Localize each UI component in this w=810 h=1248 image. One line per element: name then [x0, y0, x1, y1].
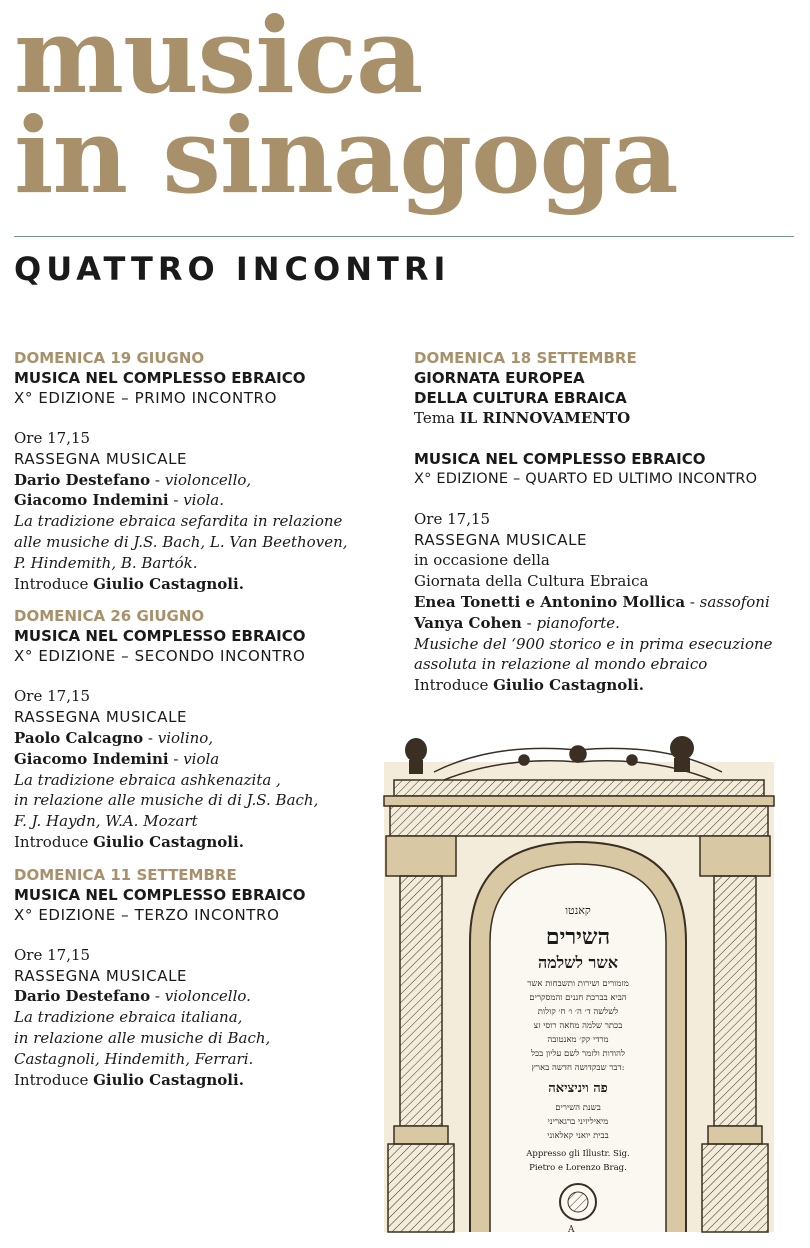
- event-rassegna: RASSEGNA MUSICALE: [14, 966, 188, 985]
- event-heading: MUSICA NEL COMPLESSO EBRAICO: [414, 449, 706, 468]
- printer-seal-icon: [560, 1184, 596, 1220]
- performer-line: Dario Destefano - violoncello.: [14, 987, 251, 1006]
- subtitle: QUATTRO INCONTRI: [14, 250, 451, 288]
- event-edition: X° EDIZIONE – QUARTO ED ULTIMO INCONTRO: [414, 470, 758, 487]
- event-intro: Introduce Giulio Castagnoli.: [14, 1070, 244, 1089]
- performer-line: Enea Tonetti e Antonino Mollica - sassofoni: [414, 592, 770, 611]
- arch-body-line: להודות ולזמר לשם עליון בכל: [531, 1049, 625, 1059]
- arch-print-line: מיאיליזיני ברגאריני: [547, 1117, 609, 1127]
- event-description: P. Hindemith, B. Bartók.: [14, 553, 198, 572]
- arch-city: פה ויניציאה: [548, 1081, 608, 1096]
- event-time: Ore 17,15: [14, 945, 91, 964]
- event-occasion: Giornata della Cultura Ebraica: [414, 572, 649, 591]
- frieze: [390, 806, 768, 836]
- arch-body-line: דבר שבקדושה חדשה בארץ:: [531, 1063, 625, 1073]
- event-rassegna: RASSEGNA MUSICALE: [14, 449, 188, 468]
- performer-line: Vanya Cohen - pianoforte.: [414, 613, 620, 632]
- event-time: Ore 17,15: [14, 429, 91, 447]
- arch-title-1: השירים: [545, 924, 611, 950]
- arch-latin-line: Pietro e Lorenzo Brag.: [529, 1163, 627, 1173]
- arch-title-2: אשר לשלמה: [537, 953, 619, 972]
- event-occasion: in occasione della: [414, 551, 550, 570]
- arch-body-line: לשלשה ד׳ ה׳ ו׳ ח׳ קולות: [537, 1007, 619, 1017]
- event-description: F. J. Haydn, W.A. Mozart: [14, 812, 198, 831]
- corner-mark: A: [568, 1225, 575, 1235]
- arch-opening: [490, 864, 666, 1232]
- event-description: Musiche del ‘900 storico e in prima esecuzione: [414, 634, 773, 653]
- performer-line: Giacomo Indemini - viola: [14, 749, 220, 768]
- event-description: in relazione alle musiche di Bach,: [14, 1028, 271, 1047]
- event-edition: X° EDIZIONE – TERZO INCONTRO: [14, 905, 280, 924]
- title-line-2: in sinagoga: [14, 94, 678, 217]
- arch-illustration: [374, 732, 782, 1240]
- event-intro: Introduce Giulio Castagnoli.: [14, 832, 244, 851]
- title-line-1: musica: [14, 0, 423, 117]
- event-rassegna: RASSEGNA MUSICALE: [414, 530, 588, 549]
- event-rassegna: RASSEGNA MUSICALE: [14, 708, 188, 727]
- event-edition: X° EDIZIONE – PRIMO INCONTRO: [14, 389, 277, 407]
- entablature: [394, 780, 764, 796]
- title-divider: [14, 236, 794, 237]
- performer-line: Dario Destefano - violoncello,: [14, 470, 252, 489]
- event-tema: Tema IL RINNOVAMENTO: [414, 409, 631, 427]
- arch-body-line: מזמורים ושירות ותשבחות אשר: [527, 979, 629, 989]
- event-intro: Introduce Giulio Castagnoli.: [14, 574, 244, 593]
- event-3: [14, 865, 404, 1091]
- event-description: Castagnoli, Hindemith, Ferrari.: [14, 1049, 254, 1068]
- event-heading: MUSICA NEL COMPLESSO EBRAICO: [14, 627, 306, 646]
- arch-body-line: בכתר שלמה מחאה רוסי זצ: [533, 1021, 623, 1031]
- event-heading: GIORNATA EUROPEA: [414, 369, 585, 387]
- arch-print-line: בשנת השירים: [555, 1103, 601, 1113]
- event-description: La tradizione ebraica italiana,: [14, 1008, 243, 1027]
- arch-top-text: קאנטו: [565, 904, 591, 917]
- event-description: La tradizione ebraica ashkenazita ,: [14, 770, 281, 789]
- performer-line: Paolo Calcagno - violino,: [14, 728, 214, 747]
- left-column: [14, 348, 404, 1102]
- right-column: [414, 348, 804, 696]
- event-date: DOMENICA 18 SETTEMBRE: [414, 349, 637, 367]
- event-1: [14, 348, 404, 594]
- arch-body-line: הביא בברכת חננים והמסקרים: [529, 993, 627, 1003]
- event-time: Ore 17,15: [414, 509, 491, 528]
- event-date: DOMENICA 11 SETTEMBRE: [14, 865, 237, 884]
- arch-latin-line: Appresso gli Illustr. Sig.: [526, 1149, 630, 1159]
- event-heading: DELLA CULTURA EBRAICA: [414, 389, 627, 407]
- event-2: [14, 606, 404, 852]
- event-description: assoluta in relazione al mondo ebraico: [414, 655, 708, 674]
- event-intro: Introduce Giulio Castagnoli.: [414, 676, 644, 695]
- event-date: DOMENICA 19 GIUGNO: [14, 349, 205, 367]
- performer-line: Giacomo Indemini - viola.: [14, 491, 225, 510]
- arch-print-line: בבית יואני קאלאוני: [547, 1131, 609, 1141]
- event-date: DOMENICA 26 GIUGNO: [14, 607, 205, 626]
- event-description: La tradizione ebraica sefardita in relazione: [14, 512, 343, 531]
- event-time: Ore 17,15: [14, 687, 91, 706]
- event-heading: MUSICA NEL COMPLESSO EBRAICO: [14, 369, 306, 387]
- event-heading: MUSICA NEL COMPLESSO EBRAICO: [14, 885, 306, 904]
- event-description: in relazione alle musiche di di J.S. Bach,: [14, 791, 319, 810]
- event-edition: X° EDIZIONE – SECONDO INCONTRO: [14, 647, 306, 666]
- arch-body-line: מרדי קק׳ מאנטובה: [547, 1035, 609, 1045]
- event-description: alle musiche di J.S. Bach, L. Van Beethoven,: [14, 532, 348, 551]
